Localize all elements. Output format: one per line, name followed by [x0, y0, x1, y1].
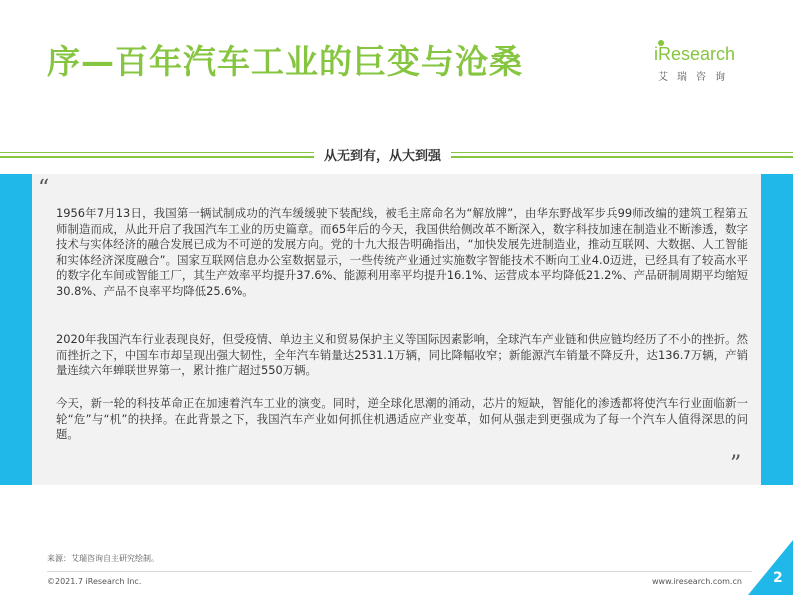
close-quote-icon: ”: [730, 452, 742, 477]
website-link[interactable]: www.iresearch.com.cn: [652, 577, 742, 586]
open-quote-icon: “: [38, 176, 50, 201]
footer-divider: [47, 571, 752, 572]
page-corner-triangle: [748, 540, 793, 595]
left-accent-bar: [0, 174, 32, 485]
iresearch-logo: [652, 40, 762, 83]
copyright: ©2021.7 iResearch Inc.: [47, 577, 142, 586]
section-subtitle: 从无到有，从大到强: [314, 145, 451, 164]
source-note: 来源：艾瑞咨询自主研究绘制。: [47, 554, 159, 563]
logo-subtext: 艾瑞咨询: [658, 72, 734, 83]
quote-paragraph-3: 今天，新一轮的科技革命正在加速着汽车工业的演变。同时，逆全球化思潮的涌动，芯片的短缺，智能化的渗透都将使汽车行业面临新一轮“危”与“机”的抉择。在此背景之下，我国汽车产业如何抓住机遇适应产业变革，如何从强走到更强成为了每一个汽车人值得深思的问题。: [56, 396, 748, 442]
quote-paragraph-2: 2020年我国汽车行业表现良好，但受疫情、单边主义和贸易保护主义等国际因素影响，全球汽车产业链和供应链均经历了不小的挫折。然而挫折之下，中国车市却呈现出强大韧性，全年汽车销量达2531.1万辆，同比降幅收窄；新能源汽车销量不降反升，达136.7万辆，产销量连续六年蝉联世界第一，累计推广超过550万辆。: [56, 332, 748, 378]
logo-text: iResearch: [654, 44, 736, 64]
right-accent-bar: [761, 174, 793, 485]
quote-paragraph-1: 1956年7月13日，我国第一辆试制成功的汽车缓缓驶下装配线，被毛主席命名为“解放牌”，由华东野战军步兵99师改编的建筑工程第五师制造而成，从此开启了我国汽车工业的历史篇章。而65年后的今天，我国供给侧改革不断深入，数字科技加速在制造业不断渗透，数字技术与实体经济的融合发展已成为不可逆的发展方向。党的十九大报告明确指出，“加快发展先进制造业，推动互联网、大数据、人工智能和实体经济深度融合”。国家互联网信息办公室数据显示，一些传统产业通过实施数字智能技术不断向工业4.0迈进，已经具有了较高水平的数字化车间或智能工厂，其生产效率平均提升37.6%、能源利用率平均提升16.1%、运营成本平均降低21.2%、产品研制周期平均缩短30.8%、产品不良率平均降低25.6%。: [56, 206, 748, 298]
page-number: 2: [773, 570, 783, 586]
page-title: 序—百年汽车工业的巨变与沧桑: [47, 42, 523, 81]
